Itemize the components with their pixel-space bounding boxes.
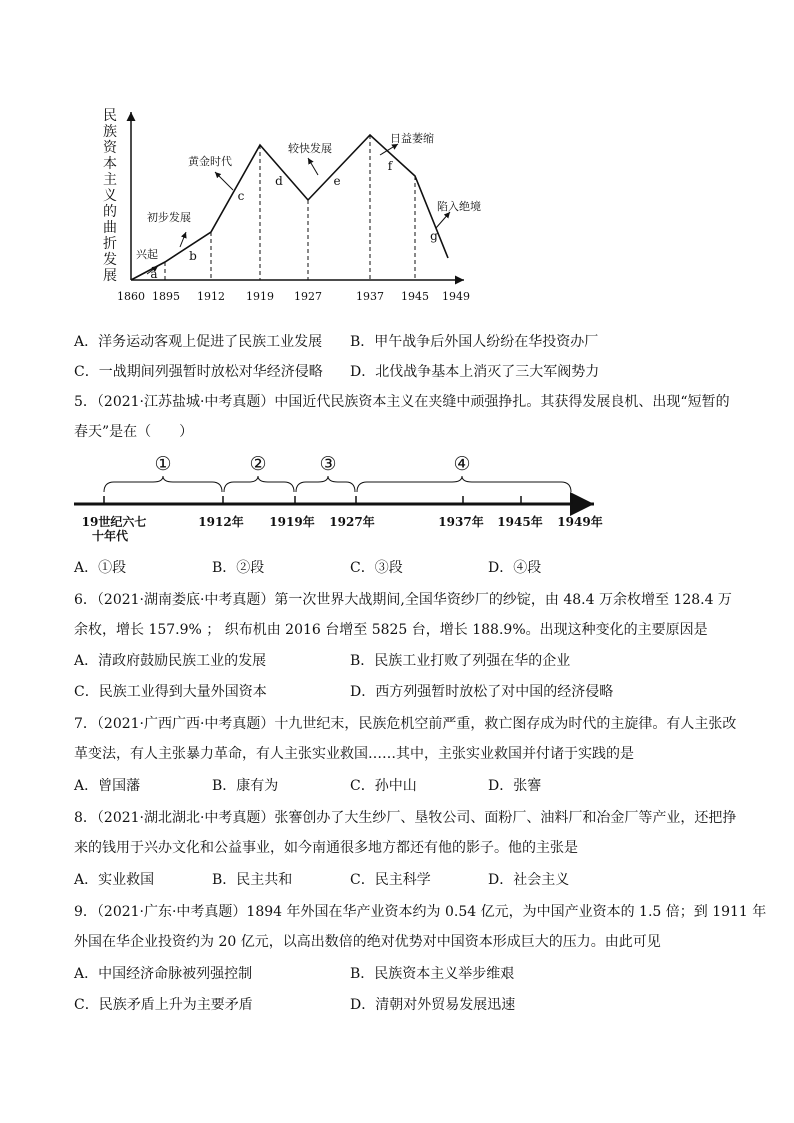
annotation-arrow <box>180 232 186 247</box>
q6-option-b: B．民族工业打败了列强在华的企业 <box>350 653 571 669</box>
segment-letters <box>150 159 438 281</box>
annotation-arrow <box>436 212 450 228</box>
segment-number: ③ <box>319 453 337 475</box>
ylabel-char: 主 <box>103 172 117 188</box>
segment-braces <box>104 476 571 492</box>
segment-letter: b <box>189 249 197 263</box>
q6-stem-line2: 余枚，增长 157.9% ； 织布机由 2016 台增至 5825 台，增长 188.9%。出现这种变化的主要原因是 <box>74 622 708 638</box>
timeline-label: 1949年 <box>557 515 603 529</box>
segment-letter: d <box>275 174 283 188</box>
q6-stem-line1: 6．（2021·湖南娄底·中考真题）第一次世界大战期间,全国华资纱厂的纱锭，由 48.4 万余枚增至 128.4 万 <box>74 592 732 608</box>
q9-stem-line2: 外国在华企业投资约为 20 亿元，以高出数倍的绝对优势对中国资本形成巨大的压力。由此可见 <box>74 934 661 950</box>
q9-option-b: B．民族资本主义举步维艰 <box>350 966 515 982</box>
q5-timeline <box>0 448 794 548</box>
q4-option-a: A．洋务运动客观上促进了民族工业发展 <box>74 334 323 350</box>
xtick-label: 1937 <box>356 290 384 303</box>
stage-label: 兴起 <box>136 248 158 261</box>
q7-option-d: D．张謇 <box>488 778 542 794</box>
stage-label: 日益萎缩 <box>390 132 434 145</box>
brace <box>104 476 222 492</box>
q5-option-d: D．④段 <box>488 560 542 576</box>
q9-option-d: D．清朝对外贸易发展迅速 <box>350 997 516 1013</box>
segment-number: ④ <box>453 453 471 475</box>
q6-option-a: A．清政府鼓励民族工业的发展 <box>74 653 267 669</box>
segment-letter: a <box>150 267 158 281</box>
stage-label: 初步发展 <box>147 211 191 224</box>
ylabel-char: 折 <box>103 236 117 252</box>
ylabel-char: 资 <box>103 140 117 156</box>
xtick-label: 1927 <box>294 290 322 303</box>
stage-label: 较快发展 <box>288 142 332 155</box>
curve-xticks <box>117 290 470 303</box>
segment-letter: e <box>333 174 341 188</box>
capitalism-curve <box>131 135 448 280</box>
q7-option-a: A．曾国藩 <box>74 778 141 794</box>
ylabel-char: 义 <box>103 188 117 204</box>
q4-option-d: D．北伐战争基本上消灭了三大军阀势力 <box>350 364 600 380</box>
xtick-label: 1895 <box>152 290 180 303</box>
timeline-label: 1937年 <box>438 515 484 529</box>
q4-option-c: C．一战期间列强暂时放松对华经济侵略 <box>74 364 323 380</box>
q5-option-c: C．③段 <box>350 560 403 576</box>
q7-option-b: B．康有为 <box>212 778 279 794</box>
ylabel-char: 展 <box>103 268 117 284</box>
q8-stem-line2: 来的钱用于兴办文化和公益事业，如今南通很多地方都还有他的影子。他的主张是 <box>74 840 578 856</box>
segment-numbers <box>154 453 470 475</box>
timeline-label: 1919年 <box>269 515 315 529</box>
xtick-label: 1912 <box>197 290 225 303</box>
q8-option-d: D．社会主义 <box>488 872 570 888</box>
q5-stem-line1: 5．（2021·江苏盐城·中考真题）中国近代民族资本主义在夹缝中顽强挣扎。其获得发展良机、出现“短暂的 <box>74 394 730 410</box>
timeline-label: 1912年 <box>198 515 244 529</box>
q9-option-a: A．中国经济命脉被列强控制 <box>74 966 253 982</box>
q7-stem-line1: 7．（2021·广西广西·中考真题）十九世纪末，民族危机空前严重，救亡图存成为时代的主旋律。有人主张改 <box>74 716 737 732</box>
timeline-label: 1927年 <box>329 515 375 529</box>
segment-letter: f <box>387 159 393 173</box>
stage-label: 陷入绝境 <box>437 200 481 213</box>
q8-stem-line1: 8．（2021·湖北湖北·中考真题）张謇创办了大生纱厂、垦牧公司、面粉厂、油料厂和冶金厂等产业，还把挣 <box>74 810 737 826</box>
q6-option-d: D．西方列强暂时放松了对中国的经济侵略 <box>350 684 614 700</box>
brace <box>357 476 571 492</box>
timeline-labels <box>82 514 603 543</box>
q4-option-b: B．甲午战争后外国人纷纷在华投资办厂 <box>350 334 599 350</box>
segment-letter: c <box>237 189 245 203</box>
timeline-label: 1945年 <box>497 515 543 529</box>
xtick-label: 1945 <box>401 290 429 303</box>
stage-label: 黄金时代 <box>188 155 232 168</box>
q8-option-c: C．民主科学 <box>350 872 431 888</box>
xtick-label: 1949 <box>442 290 470 303</box>
q5-option-b: B．②段 <box>212 560 265 576</box>
q9-option-c: C．民族矛盾上升为主要矛盾 <box>74 997 253 1013</box>
ylabel-char: 本 <box>103 156 117 172</box>
q7-stem-line2: 革变法，有人主张暴力革命，有人主张实业救国……其中，主张实业救国并付诸于实践的是 <box>74 746 634 762</box>
ylabel-char: 的 <box>103 204 117 220</box>
q8-option-a: A．实业救国 <box>74 872 155 888</box>
q5-option-a: A．①段 <box>74 560 127 576</box>
brace <box>224 476 294 492</box>
xtick-label: 1860 <box>117 290 145 303</box>
q8-option-b: B．民主共和 <box>212 872 293 888</box>
q6-option-c: C．民族工业得到大量外国资本 <box>74 684 267 700</box>
timeline-label: 十年代 <box>91 529 129 543</box>
q7-option-c: C．孙中山 <box>350 778 417 794</box>
curve-ylabel <box>103 108 118 284</box>
ylabel-char: 民 <box>103 108 117 124</box>
annotation-arrow <box>215 172 233 190</box>
segment-number: ① <box>154 453 172 475</box>
segment-number: ② <box>249 453 267 475</box>
xtick-label: 1919 <box>246 290 274 303</box>
ylabel-char: 发 <box>103 252 117 268</box>
ylabel-char: 曲 <box>103 220 117 236</box>
q5-stem-line2: 春天”是在（ ） <box>74 424 194 440</box>
ylabel-char: 族 <box>103 124 117 140</box>
segment-letter: g <box>430 229 438 243</box>
q9-stem-line1: 9．（2021·广东·中考真题）1894 年外国在华产业资本约为 0.54 亿元，为中国产业资本的 1.5 倍；到 1911 年 <box>74 904 767 920</box>
brace <box>296 476 355 492</box>
timeline-label: 19世纪六七 <box>81 515 147 529</box>
annotation-arrow <box>308 158 318 175</box>
capitalism-curve-figure <box>0 0 794 320</box>
